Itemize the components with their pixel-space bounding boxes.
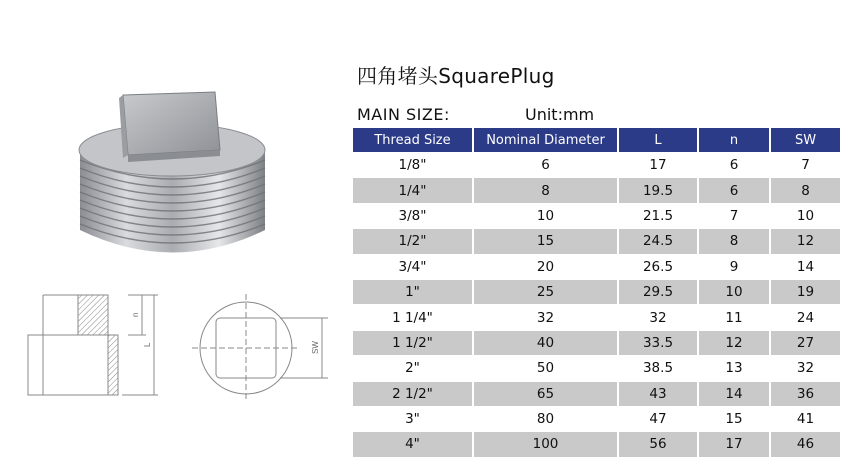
- cell-thread-size: 3": [353, 406, 473, 431]
- cell-sw-value: 14: [770, 254, 840, 279]
- front-view-drawing: [188, 290, 338, 400]
- cell-sw-value: 36: [770, 381, 840, 406]
- cell-sw-value: 27: [770, 330, 840, 355]
- cell-sw-value: 19: [770, 279, 840, 304]
- table-row: [353, 279, 840, 304]
- cell-nominal-diameter: 80: [473, 406, 618, 431]
- cell-nominal-diameter: 65: [473, 381, 618, 406]
- cell-sw-value: 24: [770, 305, 840, 330]
- cell-length-L: 29.5: [618, 279, 698, 304]
- cell-length-L: 47: [618, 406, 698, 431]
- cell-nominal-diameter: 100: [473, 432, 618, 457]
- cell-sw-value: 32: [770, 356, 840, 381]
- cell-n-value: 9: [698, 254, 770, 279]
- table-row: [353, 305, 840, 330]
- header-n: n: [698, 128, 770, 153]
- table-row: [353, 432, 840, 457]
- dim-L-label: L: [143, 342, 152, 347]
- cell-length-L: 38.5: [618, 356, 698, 381]
- cell-n-value: 7: [698, 203, 770, 228]
- cell-nominal-diameter: 40: [473, 330, 618, 355]
- cell-thread-size: 1/4": [353, 178, 473, 203]
- cell-n-value: 6: [698, 178, 770, 203]
- cell-length-L: 26.5: [618, 254, 698, 279]
- cell-sw-value: 41: [770, 406, 840, 431]
- table-row: [353, 381, 840, 406]
- main-size-label: MAIN SIZE:: [357, 105, 450, 124]
- cell-thread-size: 4": [353, 432, 473, 457]
- cell-thread-size: 1 1/4": [353, 305, 473, 330]
- dim-SW-label: SW: [311, 341, 320, 354]
- table-row: [353, 229, 840, 254]
- cell-length-L: 33.5: [618, 330, 698, 355]
- cell-sw-value: 8: [770, 178, 840, 203]
- cell-sw-value: 10: [770, 203, 840, 228]
- cell-n-value: 14: [698, 381, 770, 406]
- dim-n-label: n: [131, 312, 140, 317]
- cell-n-value: 17: [698, 432, 770, 457]
- cell-length-L: 32: [618, 305, 698, 330]
- cell-nominal-diameter: 6: [473, 153, 618, 178]
- cell-sw-value: 46: [770, 432, 840, 457]
- table-row: [353, 254, 840, 279]
- cell-n-value: 11: [698, 305, 770, 330]
- table-row: [353, 203, 840, 228]
- header-thread-size: Thread Size: [353, 128, 473, 153]
- header-nominal-diameter: Nominal Diameter: [473, 128, 618, 153]
- table-row: [353, 330, 840, 355]
- table-row: [353, 356, 840, 381]
- cell-n-value: 12: [698, 330, 770, 355]
- table-row: [353, 153, 840, 178]
- cell-nominal-diameter: 32: [473, 305, 618, 330]
- cell-nominal-diameter: 25: [473, 279, 618, 304]
- cell-thread-size: 1/2": [353, 229, 473, 254]
- header-L: L: [618, 128, 698, 153]
- cell-length-L: 21.5: [618, 203, 698, 228]
- cell-thread-size: 1/8": [353, 153, 473, 178]
- cell-thread-size: 2": [353, 356, 473, 381]
- cell-n-value: 13: [698, 356, 770, 381]
- cell-n-value: 15: [698, 406, 770, 431]
- cell-thread-size: 3/8": [353, 203, 473, 228]
- cell-length-L: 19.5: [618, 178, 698, 203]
- cell-n-value: 10: [698, 279, 770, 304]
- cell-nominal-diameter: 10: [473, 203, 618, 228]
- cell-thread-size: 1": [353, 279, 473, 304]
- cell-length-L: 24.5: [618, 229, 698, 254]
- cell-length-L: 43: [618, 381, 698, 406]
- cell-n-value: 8: [698, 229, 770, 254]
- cell-n-value: 6: [698, 153, 770, 178]
- cell-thread-size: 3/4": [353, 254, 473, 279]
- unit-label: Unit:mm: [525, 105, 595, 124]
- cell-thread-size: 2 1/2": [353, 381, 473, 406]
- cell-nominal-diameter: 8: [473, 178, 618, 203]
- cell-length-L: 17: [618, 153, 698, 178]
- cell-nominal-diameter: 15: [473, 229, 618, 254]
- table-header-row: [353, 128, 840, 153]
- table-row: [353, 406, 840, 431]
- cell-nominal-diameter: 20: [473, 254, 618, 279]
- cell-sw-value: 12: [770, 229, 840, 254]
- cell-nominal-diameter: 50: [473, 356, 618, 381]
- side-section-drawing: [18, 285, 188, 400]
- cell-thread-size: 1 1/2": [353, 330, 473, 355]
- cell-sw-value: 7: [770, 153, 840, 178]
- cell-length-L: 56: [618, 432, 698, 457]
- table-row: [353, 178, 840, 203]
- size-table: [353, 128, 840, 457]
- product-photo: [55, 80, 290, 265]
- header-SW: SW: [770, 128, 840, 153]
- product-title: 四角堵头SquarePlug: [357, 64, 555, 88]
